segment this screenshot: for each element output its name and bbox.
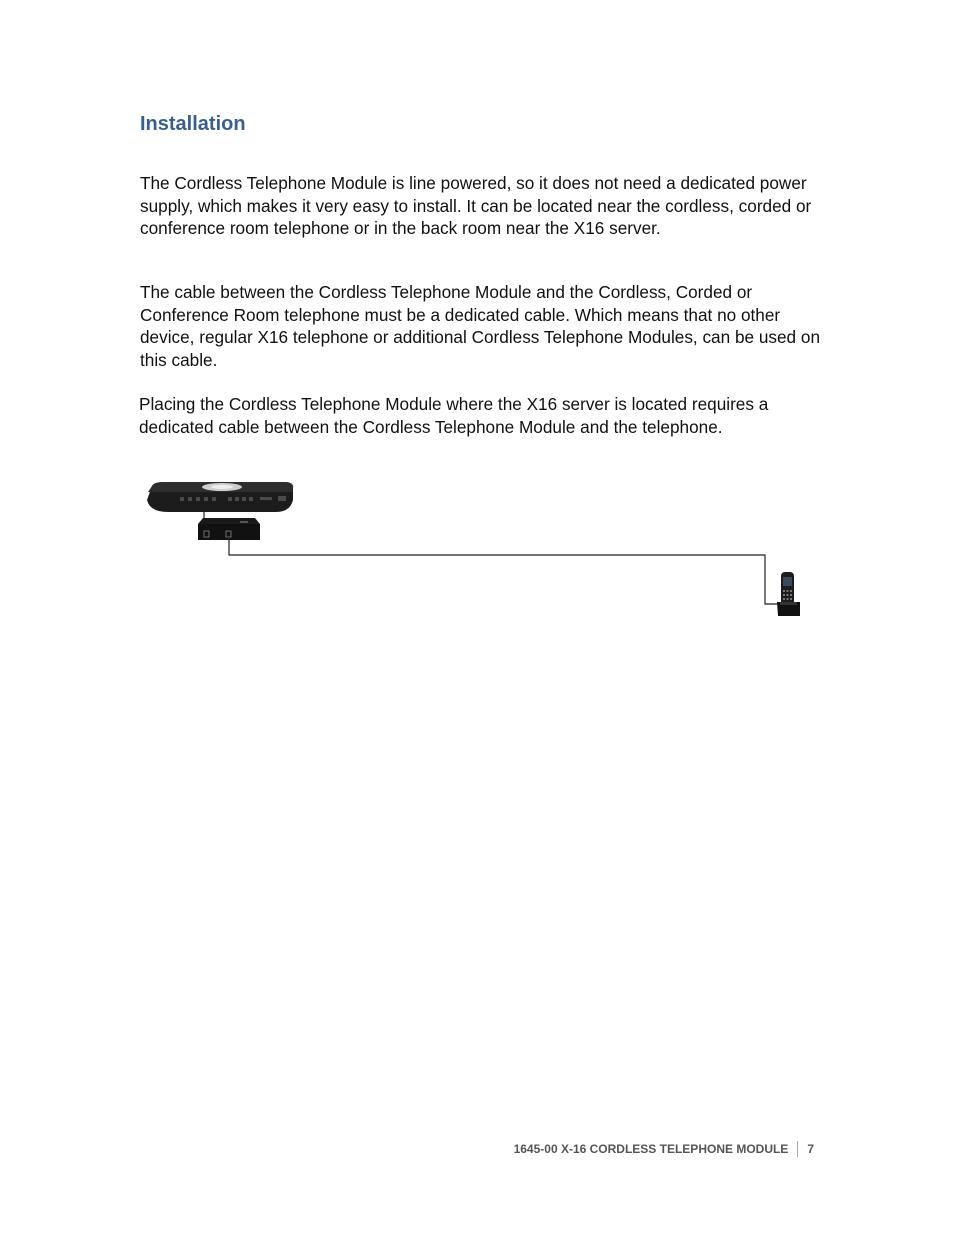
cordless-telephone-icon <box>777 572 800 616</box>
footer-separator <box>797 1141 798 1157</box>
footer-page-number: 7 <box>807 1142 814 1156</box>
installation-diagram <box>140 470 820 630</box>
paragraph-dedicated-cable: The cable between the Cordless Telephone Module and the Cordless, Corded or Conference Room telephone must be a dedicated cable. Which means that no other device, regular X16 telephone or additional Cordless Telephone Modules, can be used on this cable. <box>140 282 821 370</box>
paragraph-line-powered: The Cordless Telephone Module is line powered, so it does not need a dedicated power supply, which makes it very easy to install. It can be located near the cordless, corded or conference room telephone or in the back room near the X16 server. <box>140 173 812 239</box>
page-footer <box>514 1141 814 1157</box>
dedicated-cable-line <box>229 537 778 604</box>
footer-doc-title: 1645-00 X-16 CORDLESS TELEPHONE MODULE <box>513 1142 789 1156</box>
section-heading: Installation <box>140 113 246 135</box>
paragraph-placement: Placing the Cordless Telephone Module where the X16 server is located requires a dedicated cable between the Cordless Telephone Module and the telephone. <box>139 394 769 437</box>
cordless-telephone-module-icon <box>198 518 260 540</box>
x16-server-icon <box>147 482 293 512</box>
